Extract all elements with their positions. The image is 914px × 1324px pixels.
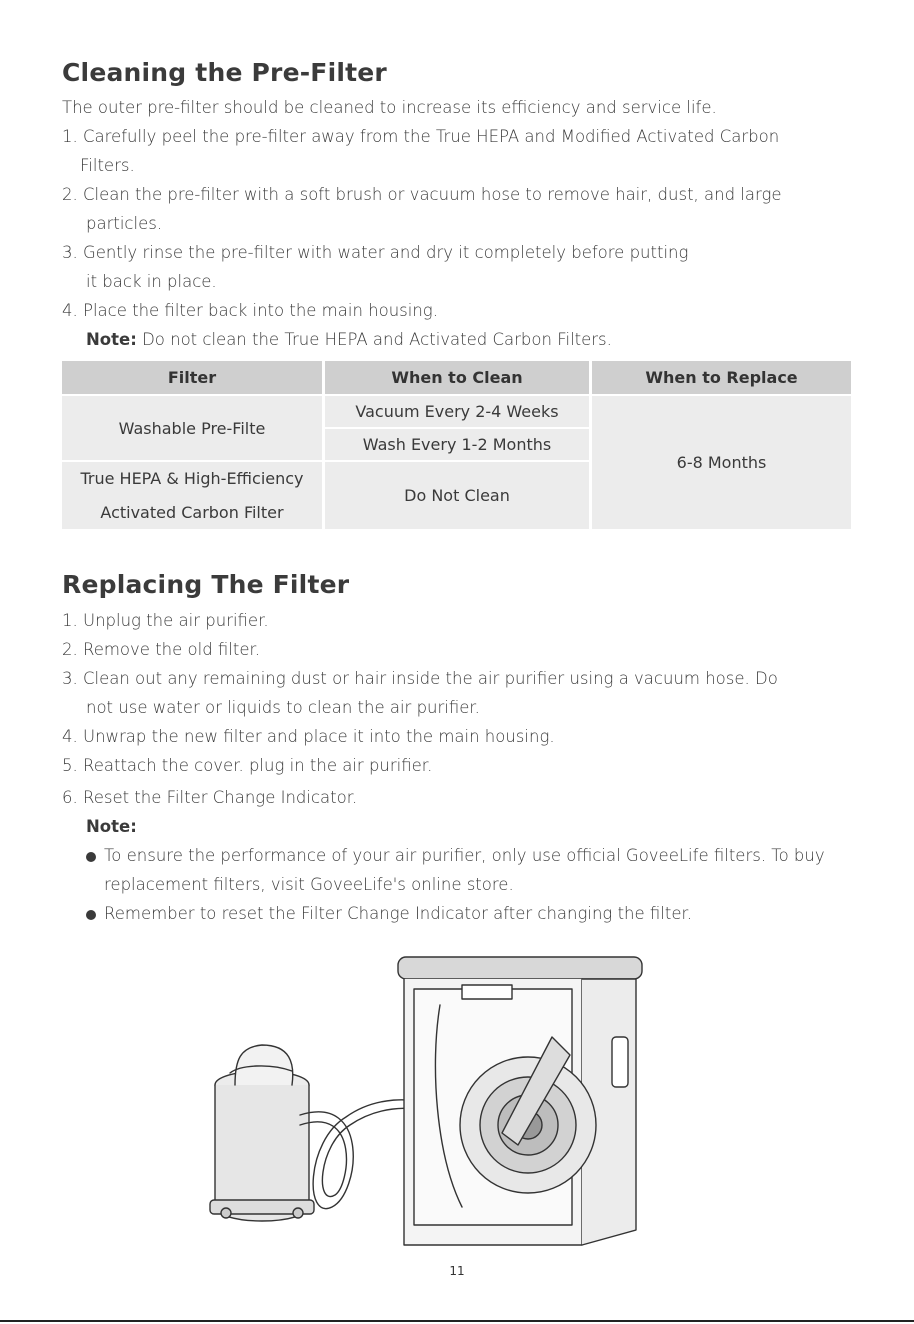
table-cell-vacuum: Vacuum Every 2-4 Weeks (325, 396, 589, 427)
table-cell-wash: Wash Every 1-2 Months (325, 429, 589, 460)
intro-text: The outer pre-filter should be cleaned to increase its efficiency and service life. (62, 98, 717, 117)
footer-divider (0, 1320, 914, 1322)
table-cell-hepa-line-1: True HEPA & High-Efficiency (80, 468, 304, 488)
table-header-clean: When to Clean (325, 361, 589, 394)
step-2-line-2: particles. (86, 214, 163, 233)
vacuum-cleaner-icon (210, 1045, 314, 1221)
replace-step-5: 5. Reattach the cover. plug in the air purifier. (62, 756, 433, 775)
air-purifier-icon (398, 957, 642, 1245)
table-cell-replace-interval: 6-8 Months (592, 396, 851, 529)
step-1-line-2: Filters. (80, 156, 135, 175)
vacuum-cleaning-illustration (200, 945, 650, 1275)
note-label: Note: (86, 330, 137, 349)
step-4-line: 4. Place the filter back into the main housing. (62, 301, 438, 320)
table-cell-hepa-line-2: Activated Carbon Filter (100, 502, 284, 522)
table-header-filter: Filter (62, 361, 322, 394)
note-text: Do not clean the True HEPA and Activated Carbon Filters. (136, 330, 612, 349)
table-cell-prefilter: Washable Pre-Filte (62, 396, 322, 460)
replace-step-3-line-2: not use water or liquids to clean the air purifier. (86, 698, 480, 717)
replace-note-label: Note: (86, 817, 137, 836)
step-1-line-1: 1. Carefully peel the pre-filter away from the True HEPA and Modified Activated Carbon (62, 127, 780, 146)
replace-bullet-2: Remember to reset the Filter Change Indicator after changing the filter. (104, 904, 693, 923)
page-number: 11 (449, 1264, 465, 1278)
section-title-cleaning: Cleaning the Pre-Filter (62, 58, 387, 87)
step-3-line-2: it back in place. (86, 272, 217, 291)
bullet-icon (86, 910, 96, 920)
replace-step-1: 1. Unplug the air purifier. (62, 611, 269, 630)
replace-bullet-1-line-2: replacement filters, visit GoveeLife's online store. (104, 875, 514, 894)
step-2-line-1: 2. Clean the pre-filter with a soft brush or vacuum hose to remove hair, dust, and large (62, 185, 782, 204)
replace-step-3-line-1: 3. Clean out any remaining dust or hair inside the air purifier using a vacuum hose. Do (62, 669, 778, 688)
step-3-line-1: 3. Gently rinse the pre-filter with water and dry it completely before putting (62, 243, 689, 262)
table-header-replace: When to Replace (592, 361, 851, 394)
filter-table (62, 361, 851, 529)
bullet-icon (86, 852, 96, 862)
section-title-replacing: Replacing The Filter (62, 570, 350, 599)
replace-step-6: 6. Reset the Filter Change Indicator. (62, 788, 358, 807)
table-cell-do-not-clean: Do Not Clean (325, 462, 589, 529)
replace-bullet-1-line-1: To ensure the performance of your air purifier, only use official GoveeLife filters. To buy (104, 846, 825, 865)
replace-step-2: 2. Remove the old filter. (62, 640, 261, 659)
note-line (86, 330, 612, 350)
table-cell-hepa (62, 462, 322, 529)
replace-step-4: 4. Unwrap the new filter and place it into the main housing. (62, 727, 555, 746)
